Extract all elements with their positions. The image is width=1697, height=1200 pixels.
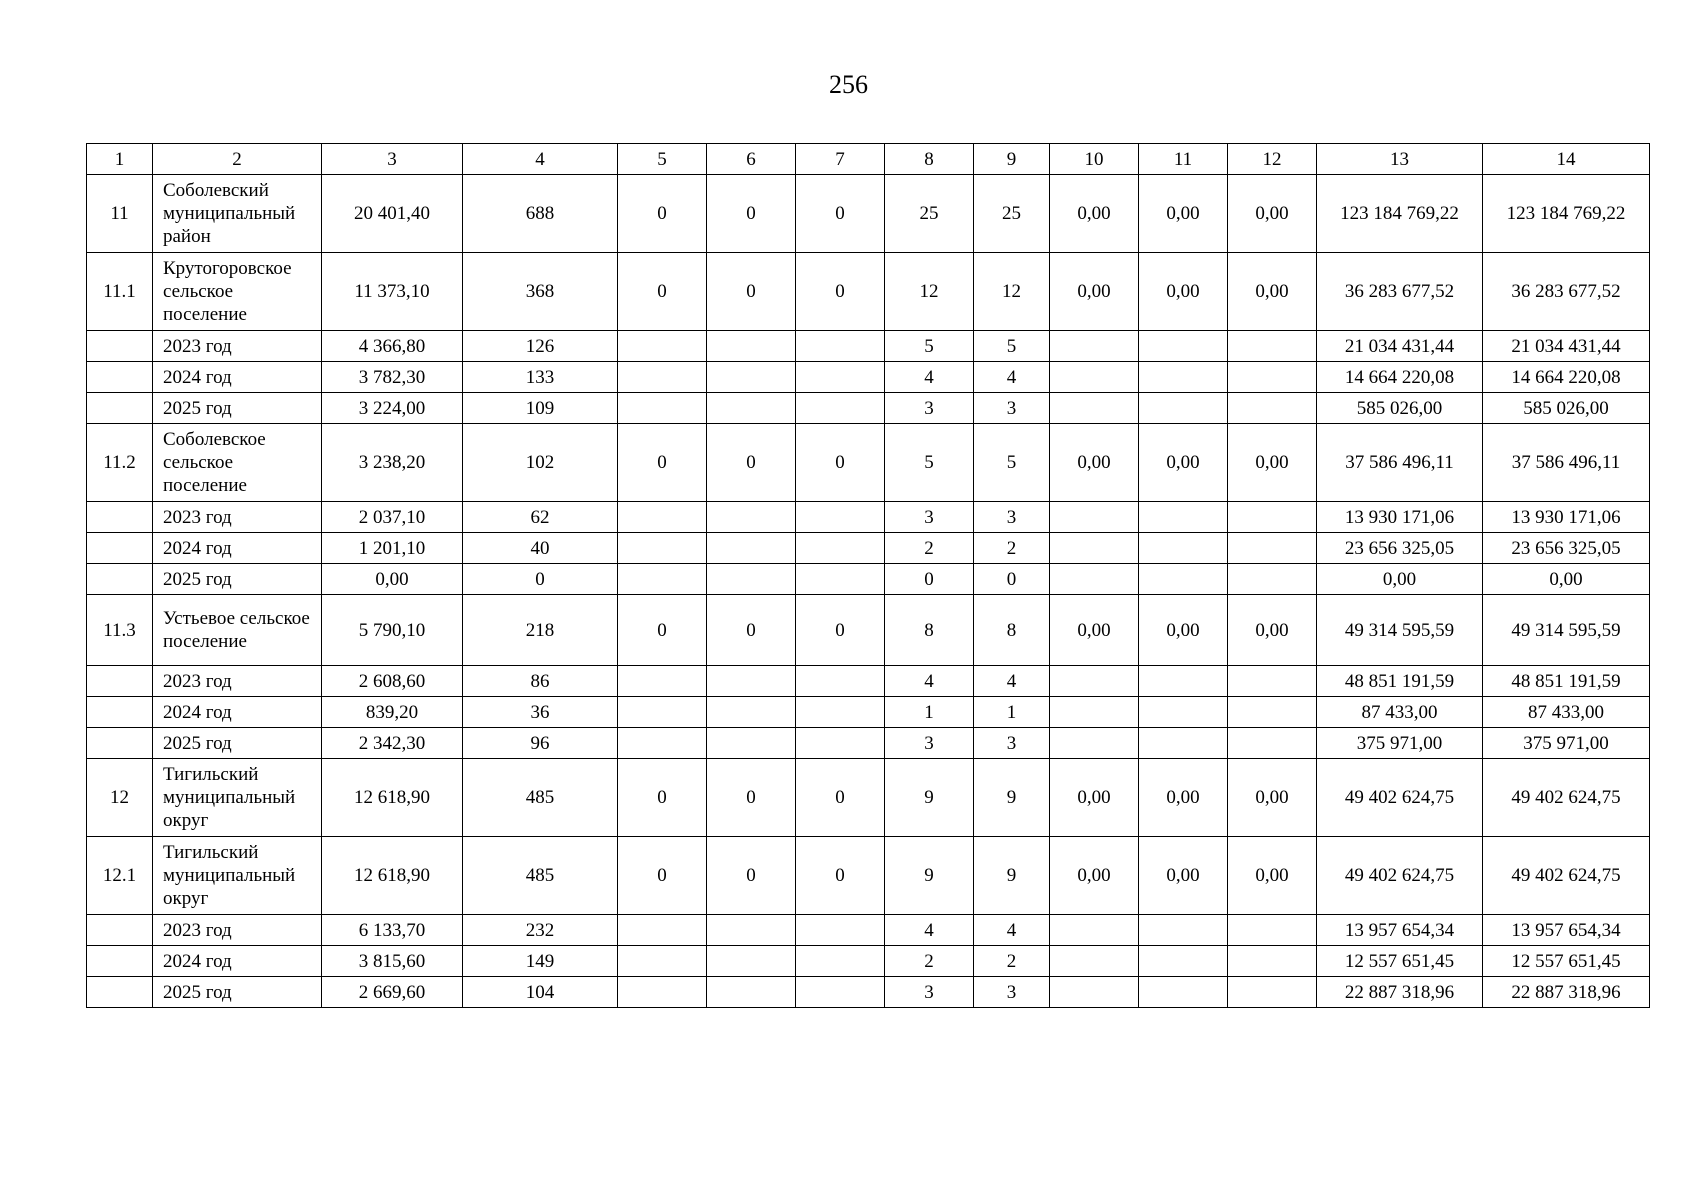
table-cell: 6 133,70 <box>322 915 463 946</box>
table-cell: 0,00 <box>1139 175 1228 253</box>
table-cell <box>707 946 796 977</box>
table-cell: 2 669,60 <box>322 977 463 1008</box>
table-cell: 0 <box>463 564 618 595</box>
header-cell: 4 <box>463 144 618 175</box>
table-cell: 87 433,00 <box>1317 697 1483 728</box>
row-name-cell: 2025 год <box>153 728 322 759</box>
table-cell: 232 <box>463 915 618 946</box>
table-row <box>87 564 1650 595</box>
table-cell: 9 <box>974 837 1050 915</box>
table-cell: 0 <box>618 253 707 331</box>
row-name-cell: 2025 год <box>153 393 322 424</box>
table-cell: 23 656 325,05 <box>1317 533 1483 564</box>
table-cell <box>796 533 885 564</box>
table-cell <box>1228 946 1317 977</box>
table-cell: 126 <box>463 331 618 362</box>
row-number-cell: 12 <box>87 759 153 837</box>
row-name-cell: 2023 год <box>153 502 322 533</box>
table-cell: 3 782,30 <box>322 362 463 393</box>
table-cell: 0,00 <box>322 564 463 595</box>
row-number-cell <box>87 728 153 759</box>
table-cell: 12 <box>974 253 1050 331</box>
table-cell <box>707 533 796 564</box>
table-cell: 86 <box>463 666 618 697</box>
row-name-cell: 2024 год <box>153 697 322 728</box>
table-cell: 4 <box>885 362 974 393</box>
table-cell: 3 <box>974 393 1050 424</box>
table-cell <box>1139 697 1228 728</box>
row-name-cell: 2024 год <box>153 946 322 977</box>
table-cell: 4 <box>885 915 974 946</box>
table-cell: 1 201,10 <box>322 533 463 564</box>
table-cell: 0,00 <box>1050 175 1139 253</box>
table-cell <box>1228 728 1317 759</box>
table-cell: 4 <box>974 362 1050 393</box>
table-cell: 12 <box>885 253 974 331</box>
row-number-cell <box>87 533 153 564</box>
table-cell <box>618 697 707 728</box>
table-cell: 87 433,00 <box>1483 697 1650 728</box>
table-cell: 23 656 325,05 <box>1483 533 1650 564</box>
table-cell: 12 557 651,45 <box>1483 946 1650 977</box>
table-cell: 20 401,40 <box>322 175 463 253</box>
table-cell: 4 366,80 <box>322 331 463 362</box>
table-cell <box>796 697 885 728</box>
table-cell <box>1050 362 1139 393</box>
table-cell: 0 <box>974 564 1050 595</box>
table-cell: 368 <box>463 253 618 331</box>
table-cell: 13 930 171,06 <box>1317 502 1483 533</box>
table-cell <box>796 331 885 362</box>
table-cell: 21 034 431,44 <box>1483 331 1650 362</box>
table-cell: 36 <box>463 697 618 728</box>
table-cell: 8 <box>885 595 974 666</box>
table-cell: 0 <box>707 837 796 915</box>
table-cell: 3 238,20 <box>322 424 463 502</box>
table-cell: 49 314 595,59 <box>1317 595 1483 666</box>
table-row <box>87 977 1650 1008</box>
table-cell: 0,00 <box>1483 564 1650 595</box>
table-cell: 22 887 318,96 <box>1483 977 1650 1008</box>
table-cell: 48 851 191,59 <box>1317 666 1483 697</box>
table-cell: 0,00 <box>1050 595 1139 666</box>
table-cell <box>1228 564 1317 595</box>
table-cell <box>1139 502 1228 533</box>
table-cell: 36 283 677,52 <box>1317 253 1483 331</box>
row-name-cell: Соболевский муниципальный район <box>153 175 322 253</box>
table-cell: 49 402 624,75 <box>1317 837 1483 915</box>
table-cell: 0,00 <box>1139 837 1228 915</box>
table-cell: 5 790,10 <box>322 595 463 666</box>
table-cell: 5 <box>974 424 1050 502</box>
table-cell <box>1228 977 1317 1008</box>
row-number-cell <box>87 502 153 533</box>
table-row <box>87 331 1650 362</box>
row-name-cell: Соболевское сельское поселение <box>153 424 322 502</box>
page-number: 256 <box>829 70 868 99</box>
table-cell: 8 <box>974 595 1050 666</box>
row-number-cell <box>87 666 153 697</box>
table-cell <box>1050 502 1139 533</box>
table-cell <box>1050 393 1139 424</box>
table-cell: 4 <box>885 666 974 697</box>
row-number-cell <box>87 946 153 977</box>
header-row <box>87 144 1650 175</box>
table-cell: 2 037,10 <box>322 502 463 533</box>
header-cell: 12 <box>1228 144 1317 175</box>
table-cell: 3 <box>974 502 1050 533</box>
table-cell: 149 <box>463 946 618 977</box>
table-cell: 218 <box>463 595 618 666</box>
table-row <box>87 362 1650 393</box>
table-cell: 2 342,30 <box>322 728 463 759</box>
table-cell: 375 971,00 <box>1317 728 1483 759</box>
row-number-cell: 11.2 <box>87 424 153 502</box>
table-cell: 0 <box>796 759 885 837</box>
table-cell <box>796 666 885 697</box>
table-cell <box>707 331 796 362</box>
table-cell: 3 <box>974 977 1050 1008</box>
table-cell <box>1139 331 1228 362</box>
row-name-cell: Тигильский муниципальный округ <box>153 759 322 837</box>
table-cell: 0,00 <box>1050 253 1139 331</box>
row-name-cell: 2023 год <box>153 915 322 946</box>
table-cell <box>1228 666 1317 697</box>
table-cell: 102 <box>463 424 618 502</box>
table-cell: 485 <box>463 759 618 837</box>
table-cell: 2 <box>974 946 1050 977</box>
table-cell: 4 <box>974 915 1050 946</box>
table-cell: 0 <box>885 564 974 595</box>
table-cell <box>1050 666 1139 697</box>
table-cell <box>707 977 796 1008</box>
table-row <box>87 175 1650 253</box>
table-cell: 0 <box>707 759 796 837</box>
table-cell: 0,00 <box>1050 837 1139 915</box>
table-cell <box>618 728 707 759</box>
header-cell: 6 <box>707 144 796 175</box>
row-number-cell <box>87 362 153 393</box>
table-cell <box>796 362 885 393</box>
header-cell: 5 <box>618 144 707 175</box>
table-cell <box>1139 533 1228 564</box>
table-cell: 62 <box>463 502 618 533</box>
table-cell: 1 <box>974 697 1050 728</box>
table-row <box>87 759 1650 837</box>
header-cell: 10 <box>1050 144 1139 175</box>
row-number-cell: 11 <box>87 175 153 253</box>
header-cell: 2 <box>153 144 322 175</box>
table-cell: 0 <box>796 424 885 502</box>
table-cell: 0 <box>707 175 796 253</box>
table-row <box>87 393 1650 424</box>
table-cell <box>1050 533 1139 564</box>
table-cell <box>707 666 796 697</box>
table-cell: 12 618,90 <box>322 759 463 837</box>
table-cell: 22 887 318,96 <box>1317 977 1483 1008</box>
table-cell: 3 <box>885 393 974 424</box>
table-cell: 4 <box>974 666 1050 697</box>
table-cell: 2 <box>974 533 1050 564</box>
table-cell: 0 <box>707 595 796 666</box>
row-number-cell <box>87 977 153 1008</box>
table-cell: 37 586 496,11 <box>1483 424 1650 502</box>
header-cell: 8 <box>885 144 974 175</box>
table-row <box>87 697 1650 728</box>
table-cell <box>1139 977 1228 1008</box>
table-cell: 0 <box>796 595 885 666</box>
table-cell <box>1228 697 1317 728</box>
table-cell <box>707 362 796 393</box>
table-cell <box>1050 946 1139 977</box>
table-cell: 375 971,00 <box>1483 728 1650 759</box>
table-cell: 36 283 677,52 <box>1483 253 1650 331</box>
table-cell: 0 <box>618 424 707 502</box>
table-cell <box>1050 697 1139 728</box>
table-cell: 49 402 624,75 <box>1483 837 1650 915</box>
table-cell: 0,00 <box>1139 424 1228 502</box>
table-cell: 2 608,60 <box>322 666 463 697</box>
table-cell: 0,00 <box>1228 175 1317 253</box>
table-cell: 0,00 <box>1139 595 1228 666</box>
table-cell <box>1139 915 1228 946</box>
table-cell <box>1050 977 1139 1008</box>
table-cell: 0 <box>707 424 796 502</box>
table-row <box>87 424 1650 502</box>
table-cell: 585 026,00 <box>1483 393 1650 424</box>
table-cell: 11 373,10 <box>322 253 463 331</box>
table-cell <box>1050 728 1139 759</box>
table-cell: 0,00 <box>1228 837 1317 915</box>
table-row <box>87 728 1650 759</box>
row-number-cell <box>87 915 153 946</box>
table-cell <box>1050 564 1139 595</box>
table-cell: 12 557 651,45 <box>1317 946 1483 977</box>
table-row <box>87 502 1650 533</box>
data-table <box>86 143 1650 1008</box>
table-cell: 0 <box>707 253 796 331</box>
table-cell <box>618 915 707 946</box>
table-cell: 0 <box>796 175 885 253</box>
table-cell <box>707 564 796 595</box>
table-cell: 3 815,60 <box>322 946 463 977</box>
table-cell: 0 <box>796 837 885 915</box>
table-cell <box>796 502 885 533</box>
table-cell: 2 <box>885 533 974 564</box>
table-cell: 109 <box>463 393 618 424</box>
table-cell: 3 <box>885 728 974 759</box>
table-cell <box>1228 502 1317 533</box>
table-cell <box>1228 393 1317 424</box>
table-cell: 25 <box>885 175 974 253</box>
row-number-cell <box>87 331 153 362</box>
table-cell: 123 184 769,22 <box>1483 175 1650 253</box>
table-cell: 25 <box>974 175 1050 253</box>
table-cell <box>1139 393 1228 424</box>
table-cell <box>1139 946 1228 977</box>
table-cell: 0,00 <box>1317 564 1483 595</box>
table-cell <box>618 393 707 424</box>
table-cell: 14 664 220,08 <box>1483 362 1650 393</box>
table-cell: 3 <box>885 977 974 1008</box>
table-cell: 37 586 496,11 <box>1317 424 1483 502</box>
table-cell: 0,00 <box>1139 759 1228 837</box>
table-row <box>87 533 1650 564</box>
table-cell: 3 <box>885 502 974 533</box>
table-cell: 40 <box>463 533 618 564</box>
table-cell <box>796 564 885 595</box>
table-cell <box>618 977 707 1008</box>
table-cell <box>1050 331 1139 362</box>
table-cell: 5 <box>885 331 974 362</box>
table-cell: 9 <box>885 759 974 837</box>
table-cell: 9 <box>974 759 1050 837</box>
table-cell: 0,00 <box>1228 595 1317 666</box>
table-cell: 485 <box>463 837 618 915</box>
table-cell <box>1228 362 1317 393</box>
table-cell: 3 <box>974 728 1050 759</box>
header-cell: 7 <box>796 144 885 175</box>
table-cell: 49 402 624,75 <box>1317 759 1483 837</box>
table-cell: 2 <box>885 946 974 977</box>
table-cell <box>1228 533 1317 564</box>
table-cell: 585 026,00 <box>1317 393 1483 424</box>
header-cell: 13 <box>1317 144 1483 175</box>
table-cell: 133 <box>463 362 618 393</box>
table-cell: 5 <box>974 331 1050 362</box>
table-cell: 13 957 654,34 <box>1317 915 1483 946</box>
table-cell <box>618 533 707 564</box>
table-row <box>87 253 1650 331</box>
table-cell: 5 <box>885 424 974 502</box>
table-cell: 49 314 595,59 <box>1483 595 1650 666</box>
row-name-cell: 2024 год <box>153 533 322 564</box>
table-cell <box>1139 564 1228 595</box>
table-cell <box>707 697 796 728</box>
table-cell: 0,00 <box>1228 253 1317 331</box>
table-row <box>87 837 1650 915</box>
table-cell: 0 <box>618 175 707 253</box>
table-cell: 9 <box>885 837 974 915</box>
table-cell <box>707 728 796 759</box>
table-cell <box>1050 915 1139 946</box>
table-cell: 0,00 <box>1050 759 1139 837</box>
row-number-cell: 11.3 <box>87 595 153 666</box>
table-cell: 13 930 171,06 <box>1483 502 1650 533</box>
row-number-cell: 12.1 <box>87 837 153 915</box>
table-cell: 21 034 431,44 <box>1317 331 1483 362</box>
row-name-cell: Устьевое сельское поселение <box>153 595 322 666</box>
table-cell <box>796 977 885 1008</box>
table-cell: 104 <box>463 977 618 1008</box>
table-cell: 839,20 <box>322 697 463 728</box>
table-cell: 0 <box>796 253 885 331</box>
table-cell: 0 <box>618 837 707 915</box>
table-cell: 0,00 <box>1050 424 1139 502</box>
row-name-cell: 2023 год <box>153 331 322 362</box>
row-number-cell <box>87 564 153 595</box>
row-number-cell: 11.1 <box>87 253 153 331</box>
table-row <box>87 946 1650 977</box>
header-cell: 11 <box>1139 144 1228 175</box>
table-cell: 14 664 220,08 <box>1317 362 1483 393</box>
header-cell: 14 <box>1483 144 1650 175</box>
table-cell <box>796 728 885 759</box>
table-cell <box>796 393 885 424</box>
table-cell <box>1228 915 1317 946</box>
table-cell <box>618 666 707 697</box>
table-cell <box>707 393 796 424</box>
header-cell: 1 <box>87 144 153 175</box>
table-cell <box>707 915 796 946</box>
row-name-cell: 2024 год <box>153 362 322 393</box>
table-cell: 123 184 769,22 <box>1317 175 1483 253</box>
row-name-cell: 2025 год <box>153 564 322 595</box>
table-cell: 0,00 <box>1228 759 1317 837</box>
table-row <box>87 666 1650 697</box>
header-cell: 9 <box>974 144 1050 175</box>
table-cell <box>618 946 707 977</box>
table-cell <box>618 362 707 393</box>
row-name-cell: 2023 год <box>153 666 322 697</box>
table-cell: 0,00 <box>1139 253 1228 331</box>
table-cell <box>618 331 707 362</box>
table-cell: 0,00 <box>1228 424 1317 502</box>
table-cell <box>796 946 885 977</box>
table-row <box>87 915 1650 946</box>
table-cell <box>1228 331 1317 362</box>
header-cell: 3 <box>322 144 463 175</box>
table-cell: 96 <box>463 728 618 759</box>
table-cell <box>618 564 707 595</box>
table-cell: 3 224,00 <box>322 393 463 424</box>
table-cell <box>707 502 796 533</box>
row-number-cell <box>87 697 153 728</box>
row-name-cell: Тигильский муниципальный округ <box>153 837 322 915</box>
table-cell: 0 <box>618 595 707 666</box>
table-cell: 13 957 654,34 <box>1483 915 1650 946</box>
table-cell <box>618 502 707 533</box>
row-name-cell: Крутогоровское сельское поселение <box>153 253 322 331</box>
table-cell <box>1139 666 1228 697</box>
table-row <box>87 595 1650 666</box>
row-name-cell: 2025 год <box>153 977 322 1008</box>
table-cell <box>1139 362 1228 393</box>
table-cell: 0 <box>618 759 707 837</box>
table-cell <box>1139 728 1228 759</box>
table-cell: 12 618,90 <box>322 837 463 915</box>
table-cell: 49 402 624,75 <box>1483 759 1650 837</box>
row-number-cell <box>87 393 153 424</box>
table-cell: 688 <box>463 175 618 253</box>
table-cell: 48 851 191,59 <box>1483 666 1650 697</box>
table-cell <box>796 915 885 946</box>
table-body <box>87 144 1650 1008</box>
table-cell: 1 <box>885 697 974 728</box>
